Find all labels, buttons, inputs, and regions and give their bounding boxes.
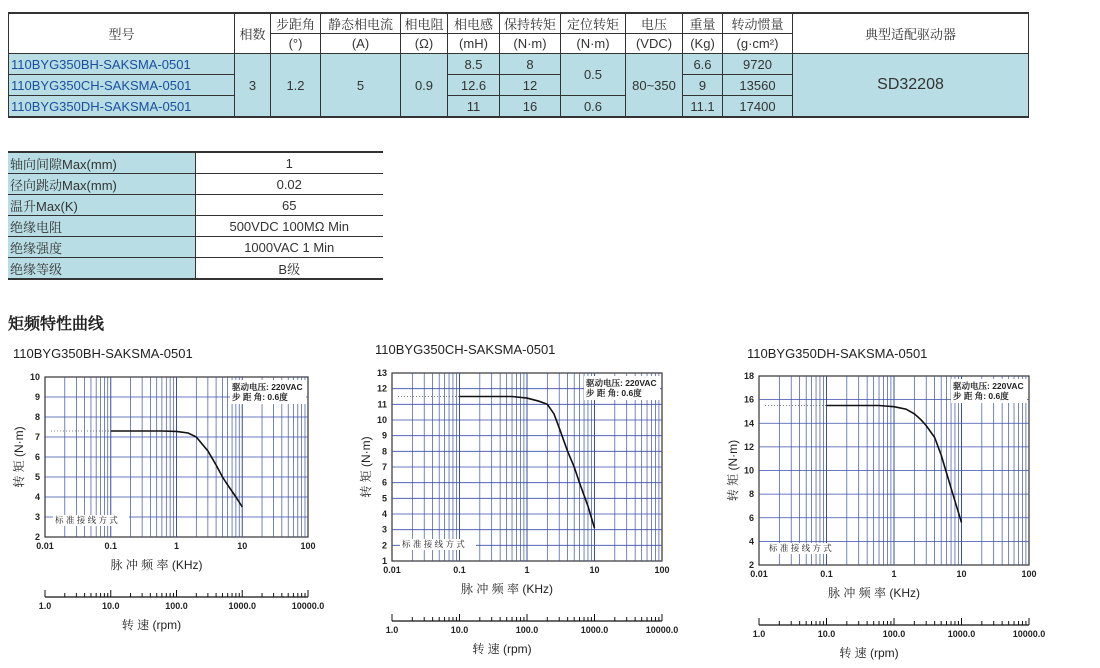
spec-table bbox=[8, 12, 1029, 118]
y-tick-label: 10 bbox=[743, 465, 754, 476]
y-tick-label: 3 bbox=[381, 524, 387, 535]
param-value: 500VDC 100MΩ Min bbox=[195, 216, 383, 237]
y-tick-label: 5 bbox=[381, 493, 387, 504]
y-tick-label: 11 bbox=[377, 399, 387, 410]
y-tick-label: 7 bbox=[34, 432, 40, 442]
rpm-tick-label: 10.0 bbox=[817, 629, 836, 639]
weight-cell: 11.1 bbox=[683, 96, 723, 118]
y-tick-label: 13 bbox=[376, 368, 387, 378]
method-label: 标 准 接 线 方 式 bbox=[402, 539, 465, 549]
param-value: 1000VAC 1 Min bbox=[195, 237, 383, 258]
rpm-tick-label: 1000.0 bbox=[228, 601, 257, 611]
x-tick-label: 0.01 bbox=[36, 541, 54, 551]
y-tick-label: 18 bbox=[743, 371, 754, 381]
unit-inertia: (g·cm²) bbox=[723, 34, 793, 54]
rpm-tick-label: 10000.0 bbox=[645, 625, 679, 635]
y-tick-label: 3 bbox=[34, 512, 40, 522]
rpm-tick-label: 10.0 bbox=[101, 601, 120, 611]
inductance-cell: 11 bbox=[448, 96, 500, 118]
y-tick-label: 2 bbox=[748, 560, 754, 570]
header-step-angle: 步距角 bbox=[271, 13, 321, 34]
param-table bbox=[8, 151, 383, 280]
x-tick-label: 100 bbox=[654, 565, 670, 575]
y-tick-label: 4 bbox=[748, 536, 754, 547]
x-axis-label: 脉 冲 频 率 (KHz) bbox=[461, 582, 553, 596]
y-tick-label: 7 bbox=[381, 462, 387, 472]
y-tick-label: 10 bbox=[376, 415, 387, 425]
y-tick-label: 8 bbox=[748, 489, 754, 500]
x-tick-label: 100 bbox=[300, 541, 316, 551]
rpm-axis-label: 转 速 (rpm) bbox=[121, 618, 182, 632]
torque-curve-chart bbox=[350, 340, 690, 660]
x-tick-label: 10 bbox=[589, 565, 600, 575]
model-cell: 110BYG350BH-SAKSMA-0501 bbox=[9, 54, 235, 75]
holding-torque-cell: 8 bbox=[500, 54, 561, 75]
torque-curve-chart bbox=[715, 343, 1055, 663]
inductance-cell: 8.5 bbox=[448, 54, 500, 75]
x-tick-label: 1 bbox=[891, 569, 897, 579]
y-tick-label: 10 bbox=[29, 372, 40, 382]
y-tick-label: 1 bbox=[381, 556, 387, 566]
x-tick-label: 0.01 bbox=[750, 569, 768, 579]
torque-curve-chart bbox=[8, 340, 338, 660]
x-tick-label: 0.1 bbox=[820, 569, 833, 579]
unit-resistance: (Ω) bbox=[401, 34, 448, 54]
rpm-tick-label: 1.0 bbox=[385, 625, 399, 635]
section-title: 矩频特性曲线 bbox=[8, 314, 105, 333]
y-tick-label: 6 bbox=[748, 512, 754, 523]
table-row bbox=[8, 152, 383, 174]
rpm-tick-label: 10000.0 bbox=[1012, 629, 1046, 639]
table-row bbox=[8, 216, 383, 237]
param-value: 0.02 bbox=[195, 174, 383, 195]
param-value: 1 bbox=[195, 152, 383, 174]
header-voltage: 电压 bbox=[626, 13, 683, 34]
header-weight: 重量 bbox=[683, 13, 723, 34]
param-label: 绝缘等级 bbox=[8, 258, 195, 280]
annotation-text: 步 距 角: 0.6度 bbox=[232, 392, 288, 402]
inertia-cell: 17400 bbox=[723, 96, 793, 118]
detent-torque-cell: 0.5 bbox=[561, 54, 626, 96]
driver-cell: SD32208 bbox=[793, 54, 1029, 118]
y-tick-label: 5 bbox=[34, 472, 40, 482]
current-cell: 5 bbox=[321, 54, 401, 118]
inductance-cell: 12.6 bbox=[448, 75, 500, 96]
annotation-text: 驱动电压: 220VAC bbox=[586, 378, 657, 388]
header-phases: 相数 bbox=[235, 13, 271, 54]
unit-inductance: (mH) bbox=[448, 34, 500, 54]
method-label: 标 准 接 线 方 式 bbox=[769, 543, 832, 553]
x-tick-label: 10 bbox=[237, 541, 248, 551]
y-tick-label: 9 bbox=[381, 430, 387, 441]
y-tick-label: 12 bbox=[743, 441, 754, 452]
y-axis-label: 转 矩 (N·m) bbox=[359, 436, 373, 498]
holding-torque-cell: 16 bbox=[500, 96, 561, 118]
x-tick-label: 0.1 bbox=[453, 565, 466, 575]
table-row bbox=[8, 195, 383, 216]
y-axis-label: 转 矩 (N·m) bbox=[726, 439, 740, 502]
model-cell: 110BYG350CH-SAKSMA-0501 bbox=[9, 75, 235, 96]
param-label: 温升Max(K) bbox=[8, 195, 195, 216]
phases-cell: 3 bbox=[235, 54, 271, 118]
table-row bbox=[8, 258, 383, 280]
x-axis-label: 脉 冲 频 率 (KHz) bbox=[110, 558, 203, 572]
voltage-cell: 80~350 bbox=[626, 54, 683, 118]
inertia-cell: 13560 bbox=[723, 75, 793, 96]
annotation-text: 驱动电压: 220VAC bbox=[232, 382, 303, 392]
param-label: 绝缘强度 bbox=[8, 237, 195, 258]
chart-title: 110BYG350DH-SAKSMA-0501 bbox=[747, 346, 928, 361]
rpm-tick-label: 10000.0 bbox=[291, 601, 325, 611]
holding-torque-cell: 12 bbox=[500, 75, 561, 96]
annotation-text: 步 距 角: 0.6度 bbox=[953, 391, 1009, 401]
rpm-tick-label: 1000.0 bbox=[580, 625, 609, 635]
table-row bbox=[8, 237, 383, 258]
unit-weight: (Kg) bbox=[683, 34, 723, 54]
header-model: 型号 bbox=[9, 13, 235, 54]
x-tick-label: 1 bbox=[173, 541, 180, 551]
x-tick-label: 0.01 bbox=[383, 565, 401, 575]
y-tick-label: 6 bbox=[381, 477, 387, 488]
unit-current: (A) bbox=[321, 34, 401, 54]
rpm-axis-label: 转 速 (rpm) bbox=[839, 646, 899, 660]
resistance-cell: 0.9 bbox=[401, 54, 448, 118]
chart-title: 110BYG350CH-SAKSMA-0501 bbox=[375, 342, 556, 357]
weight-cell: 6.6 bbox=[683, 54, 723, 75]
table-row bbox=[9, 54, 1029, 75]
rpm-tick-label: 100.0 bbox=[882, 629, 906, 639]
table-row bbox=[8, 174, 383, 195]
spec-header-row bbox=[9, 13, 1029, 34]
y-tick-label: 4 bbox=[381, 509, 387, 519]
param-label: 径向跳动Max(mm) bbox=[8, 174, 195, 195]
header-resistance: 相电阻 bbox=[401, 13, 448, 34]
rpm-axis-label: 转 速 (rpm) bbox=[472, 642, 532, 656]
step-angle-cell: 1.2 bbox=[271, 54, 321, 118]
y-tick-label: 4 bbox=[34, 492, 40, 502]
header-driver: 典型适配驱动器 bbox=[793, 13, 1029, 54]
annotation-text: 步 距 角: 0.6度 bbox=[586, 388, 642, 398]
x-tick-label: 1 bbox=[524, 565, 530, 575]
y-tick-label: 2 bbox=[34, 532, 40, 542]
weight-cell: 9 bbox=[683, 75, 723, 96]
y-tick-label: 8 bbox=[34, 412, 40, 422]
y-tick-label: 14 bbox=[743, 418, 754, 429]
header-inductance: 相电感 bbox=[448, 13, 500, 34]
x-tick-label: 0.1 bbox=[104, 541, 118, 551]
header-holding-torque: 保持转矩 bbox=[500, 13, 561, 34]
chart-bh bbox=[8, 340, 338, 665]
param-label: 绝缘电阻 bbox=[8, 216, 195, 237]
chart-dh bbox=[715, 343, 1055, 668]
y-tick-label: 16 bbox=[743, 394, 754, 405]
annotation-text: 驱动电压: 220VAC bbox=[953, 381, 1024, 391]
unit-step-angle: (°) bbox=[271, 34, 321, 54]
header-current: 静态相电流 bbox=[321, 13, 401, 34]
y-tick-label: 6 bbox=[34, 452, 40, 462]
unit-holding-torque: (N·m) bbox=[500, 34, 561, 54]
x-axis-label: 脉 冲 频 率 (KHz) bbox=[828, 586, 920, 600]
unit-detent-torque: (N·m) bbox=[561, 34, 626, 54]
inertia-cell: 9720 bbox=[723, 54, 793, 75]
rpm-tick-label: 100.0 bbox=[515, 625, 539, 635]
model-cell: 110BYG350DH-SAKSMA-0501 bbox=[9, 96, 235, 118]
chart-ch bbox=[350, 340, 690, 665]
unit-voltage: (VDC) bbox=[626, 34, 683, 54]
y-tick-label: 8 bbox=[381, 446, 387, 457]
chart-title: 110BYG350BH-SAKSMA-0501 bbox=[13, 346, 193, 361]
x-tick-label: 10 bbox=[956, 569, 967, 579]
rpm-tick-label: 1.0 bbox=[38, 601, 52, 611]
y-axis-label: 转 矩 (N·m) bbox=[12, 426, 26, 488]
rpm-tick-label: 1.0 bbox=[752, 629, 766, 639]
header-detent-torque: 定位转矩 bbox=[561, 13, 626, 34]
detent-torque-cell: 0.6 bbox=[561, 96, 626, 118]
rpm-tick-label: 1000.0 bbox=[947, 629, 976, 639]
param-label: 轴向间隙Max(mm) bbox=[8, 152, 195, 174]
y-tick-label: 2 bbox=[381, 540, 387, 551]
header-inertia: 转动惯量 bbox=[723, 13, 793, 34]
rpm-tick-label: 100.0 bbox=[165, 601, 188, 611]
method-label: 标 准 接 线 方 式 bbox=[55, 515, 118, 525]
param-value: 65 bbox=[195, 195, 383, 216]
rpm-tick-label: 10.0 bbox=[450, 625, 469, 635]
y-tick-label: 12 bbox=[376, 383, 387, 394]
y-tick-label: 9 bbox=[34, 392, 40, 402]
x-tick-label: 100 bbox=[1021, 569, 1037, 579]
param-value: B级 bbox=[195, 258, 383, 280]
